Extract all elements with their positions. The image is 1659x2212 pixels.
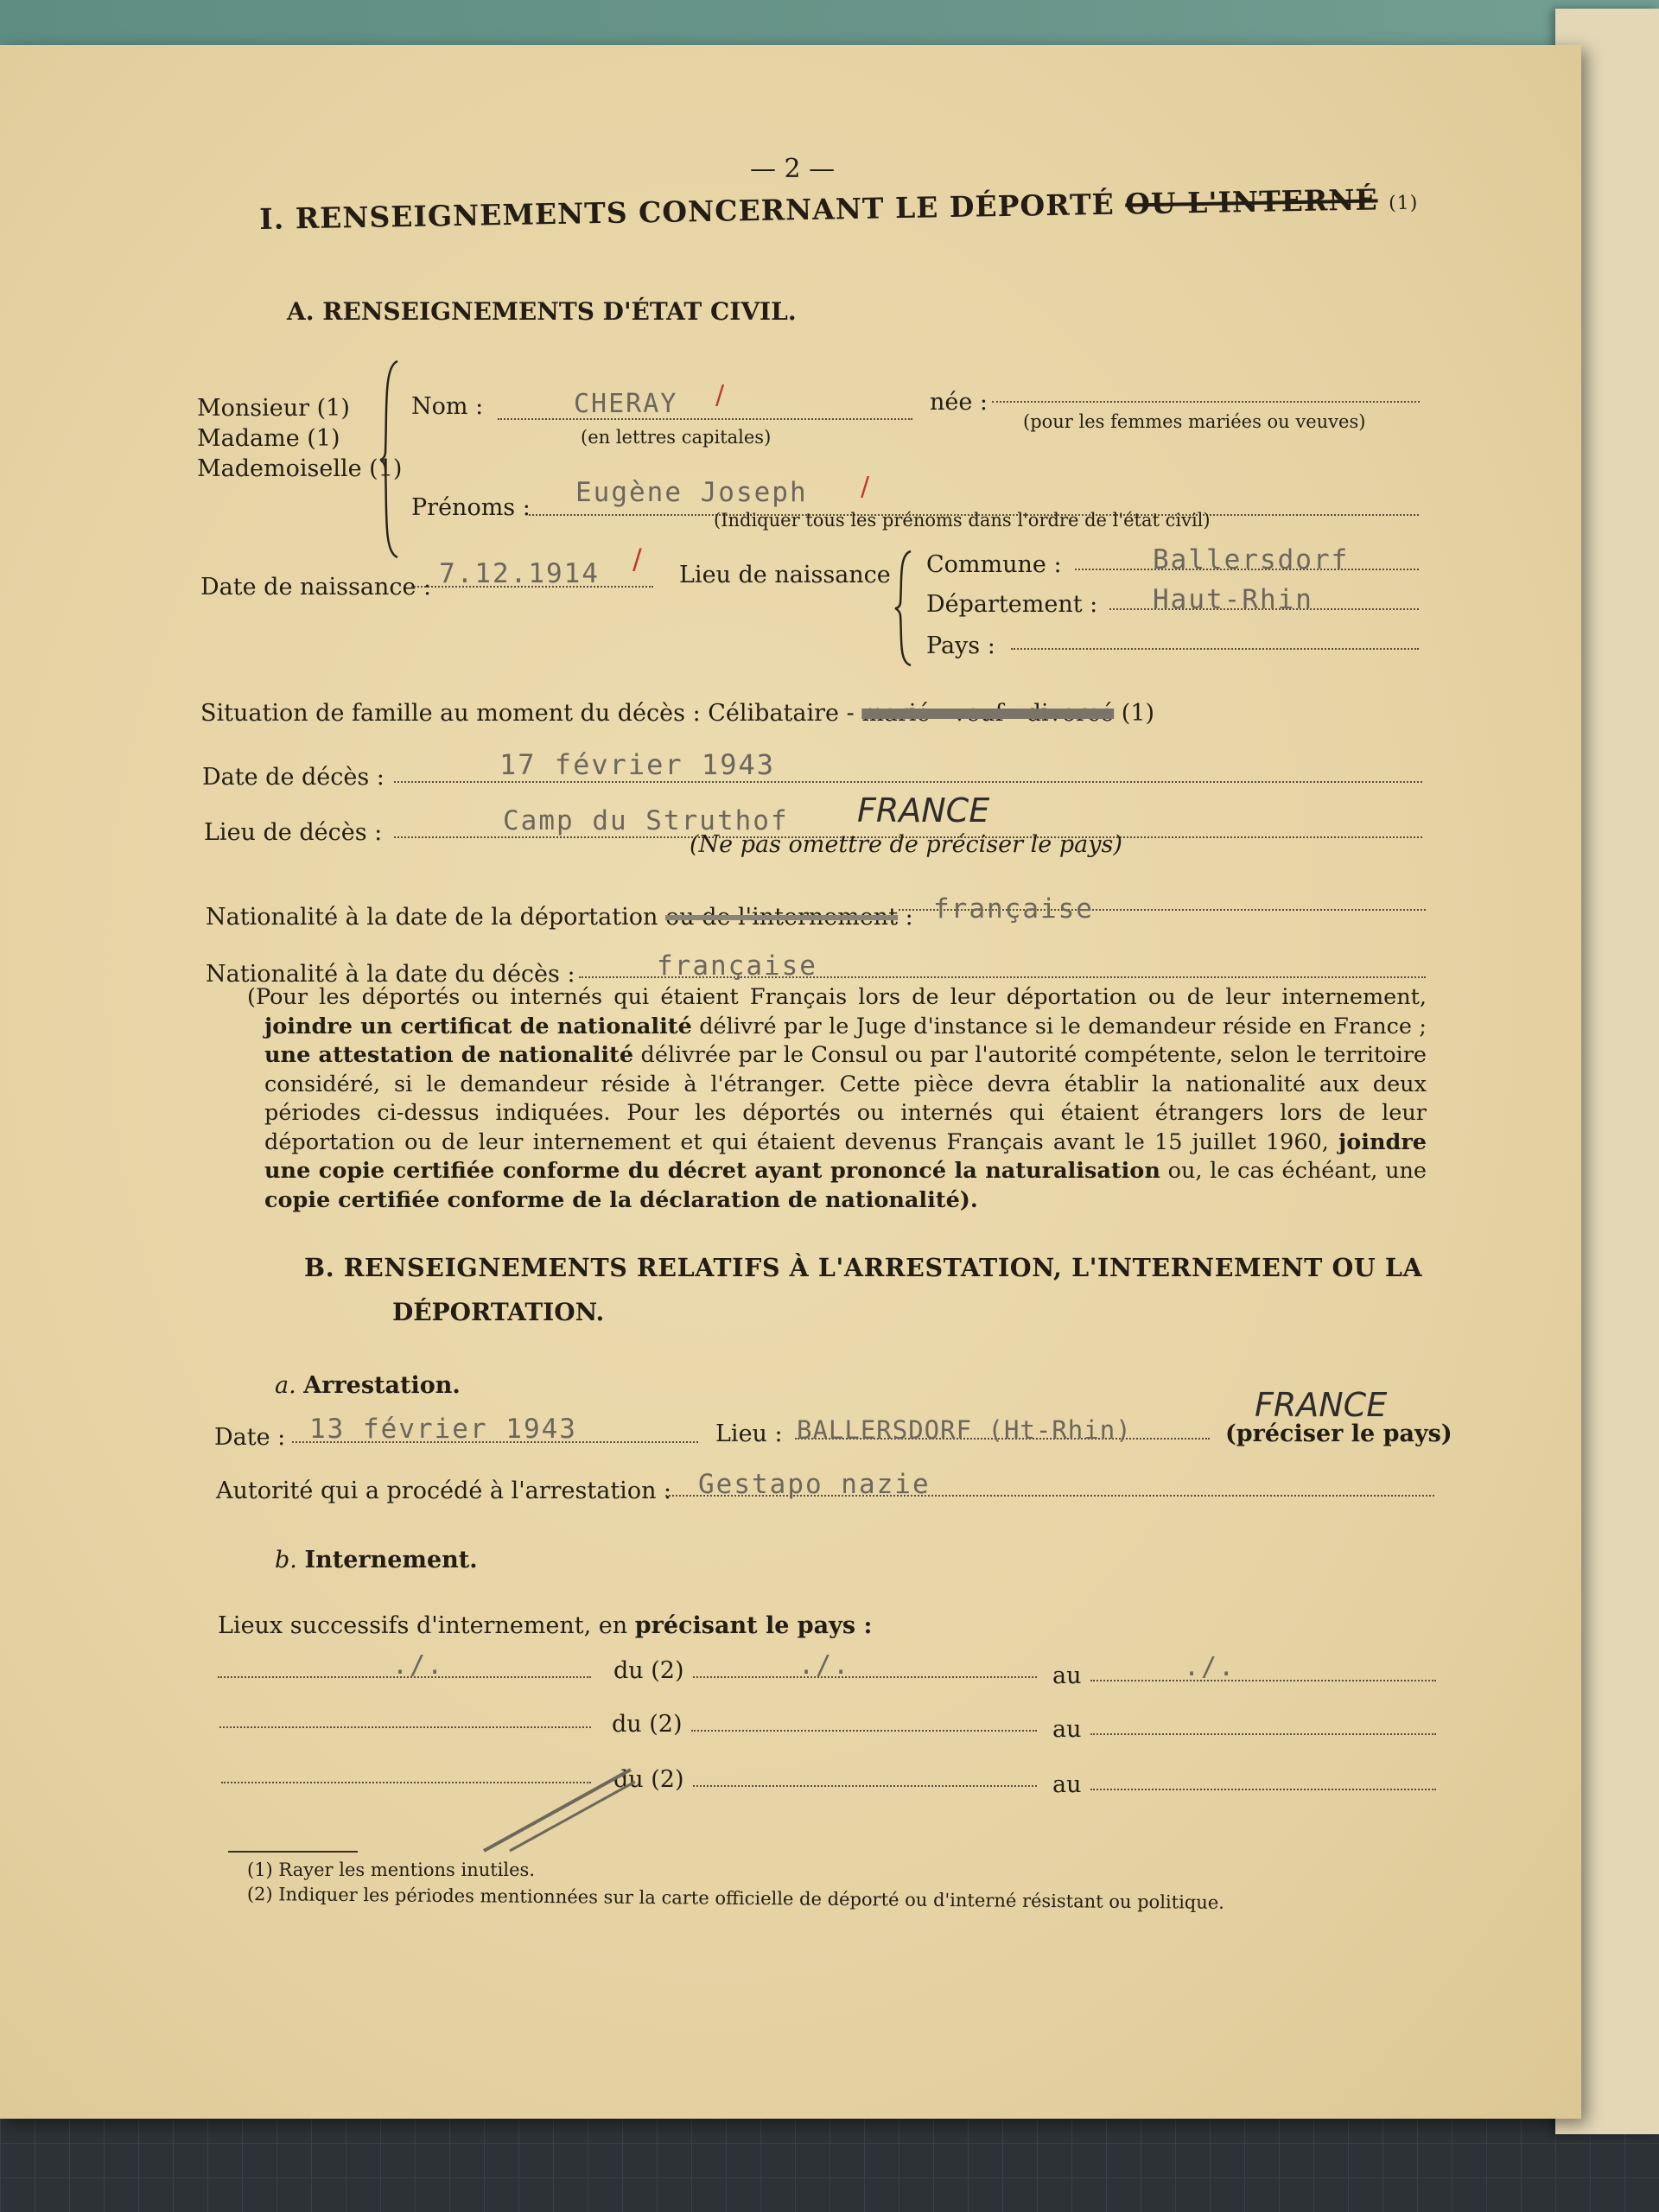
section-a-title: A. RENSEIGNEMENTS D'ÉTAT CIVIL. — [287, 297, 797, 326]
lieu-naissance-label: Lieu de naissance — [679, 562, 891, 588]
internement-row3-du: du (2) — [613, 1766, 684, 1793]
nom-line — [498, 418, 912, 420]
nom-label: Nom : — [411, 393, 484, 420]
internement-row2-au-line — [1090, 1733, 1436, 1735]
section-i-note: (1) — [1388, 192, 1419, 215]
para-text-4: ou, le cas échéant, une — [1167, 1158, 1427, 1184]
section-i-title — [259, 182, 1419, 236]
section-b-title-line2: DÉPORTATION. — [392, 1298, 605, 1326]
situation-row — [200, 700, 1154, 727]
nat-deportation-row — [206, 904, 913, 931]
internement-row3-du-line — [693, 1785, 1037, 1787]
crossed-out-mark — [475, 1764, 639, 1859]
arrestation-label: Arrestation. — [303, 1372, 461, 1399]
situation-label: Situation de famille au moment du décès : — [200, 700, 701, 727]
nom-value: CHERAY — [574, 389, 678, 419]
cutting-mat — [0, 2108, 1659, 2212]
departement-value: Haut-Rhin — [1153, 584, 1313, 615]
nom-tick: / — [715, 380, 725, 410]
lieux-label-text: Lieux successifs d'internement, en — [218, 1612, 628, 1639]
salutation-brace — [378, 358, 404, 561]
commune-value: Ballersdorf — [1153, 544, 1350, 575]
commune-label: Commune : — [926, 551, 1062, 578]
arrestation-letter: a. — [275, 1372, 296, 1399]
prenoms-tick: / — [861, 472, 870, 502]
lieu-deces-value: Camp du Struthof — [503, 805, 789, 836]
situation-note: (1) — [1121, 700, 1155, 727]
date-deces-value: 17 février 1943 — [499, 748, 775, 781]
internement-row2-place-line — [219, 1726, 591, 1728]
prenoms-value: Eugène Joseph — [575, 477, 808, 508]
date-naissance-label: Date de naissance : — [200, 574, 432, 601]
salutation-monsieur: Monsieur (1) — [197, 395, 350, 422]
arrest-date-label: Date : — [214, 1424, 286, 1451]
prenoms-hint: (Indiquer tous les prénoms dans l'ordre de l'état civil) — [714, 510, 1211, 531]
section-i-struck: OU L'INTERNÉ — [1124, 182, 1378, 221]
internement-row1-du: du (2) — [613, 1657, 684, 1684]
salutation-mademoiselle: Mademoiselle (1) — [197, 455, 403, 482]
date-naissance-value: 7.12.1914 — [439, 558, 600, 589]
footnote-1: (1) Rayer les mentions inutiles. — [247, 1859, 535, 1880]
nationality-instructions — [247, 983, 1427, 1215]
nat-deportation-colon: : — [905, 904, 913, 931]
nee-label: née : — [930, 389, 988, 416]
internement-row2-du-line — [691, 1730, 1037, 1732]
arrest-lieu-handwritten: FRANCE — [1255, 1386, 1388, 1424]
para-text-2: délivré par le Juge d'instance si le demandeur réside en France ; — [699, 1013, 1427, 1039]
lieu-naissance-brace — [892, 548, 918, 669]
document-page — [0, 45, 1581, 2119]
nee-hint: (pour les femmes mariées ou veuves) — [1023, 411, 1366, 432]
departement-label: Département : — [926, 591, 1098, 618]
arrest-lieu-label: Lieu : — [715, 1421, 783, 1447]
date-deces-line — [394, 781, 1422, 783]
pays-line — [1011, 648, 1419, 650]
nat-deportation-value: française — [933, 893, 1094, 925]
nee-line — [992, 401, 1420, 403]
lieux-label — [218, 1612, 872, 1639]
lieu-deces-handwritten: FRANCE — [857, 791, 990, 830]
page-number: — 2 — — [750, 154, 836, 184]
date-naissance-tick: / — [632, 543, 642, 575]
prenoms-label: Prénoms : — [411, 494, 531, 521]
arrest-lieu-hint: (préciser le pays) — [1225, 1421, 1452, 1447]
section-i-title-text: I. RENSEIGNEMENTS CONCERNANT LE DÉPORTÉ — [259, 187, 1116, 236]
situation-struck: marié - veuf - divorcé — [861, 700, 1115, 727]
internement-row1-au-line — [1090, 1680, 1436, 1681]
autorite-value: Gestapo nazie — [698, 1469, 931, 1500]
internement-row2-au: au — [1052, 1716, 1082, 1743]
internement-row1-du-mark: ./. — [798, 1650, 851, 1681]
internement-row1-au-mark: ./. — [1184, 1652, 1236, 1682]
pays-label: Pays : — [926, 632, 995, 659]
para-bold-4: copie certifiée conforme de la déclaration de nationalité). — [264, 1186, 978, 1213]
nom-hint: (en lettres capitales) — [581, 427, 772, 448]
para-bold-3: joindre une copie certifiée conforme du décret ayant prononcé la naturalisation — [264, 1128, 1427, 1184]
internement-title — [275, 1547, 478, 1573]
internement-row1-au: au — [1052, 1662, 1082, 1689]
internement-row3-au-line — [1090, 1789, 1436, 1790]
arrest-date-value: 13 février 1943 — [309, 1414, 577, 1445]
lieu-deces-hint: (Ne pas omettre de préciser le pays) — [690, 831, 1122, 858]
para-bold-1: joindre un certificat de nationalité — [264, 1013, 692, 1039]
situation-celibataire: Célibataire - — [708, 700, 855, 727]
footnote-2: (2) Indiquer les périodes mentionnées sur la carte officielle de déporté ou d'interné résistant ou politique. — [246, 1884, 1225, 1913]
salutation-madame: Madame (1) — [197, 425, 340, 452]
internement-row2-du: du (2) — [612, 1711, 683, 1738]
nat-deces-value: française — [657, 950, 817, 982]
arrest-lieu-value: BALLERSDORF (Ht-Rhin) — [797, 1415, 1132, 1445]
internement-letter: b. — [275, 1547, 297, 1573]
internement-row1-du-line — [693, 1676, 1037, 1678]
date-deces-label: Date de décès : — [202, 764, 385, 791]
footnote-rule — [228, 1851, 358, 1853]
autorite-label: Autorité qui a procédé à l'arrestation : — [216, 1478, 672, 1504]
para-bold-2: une attestation de nationalité — [264, 1042, 634, 1068]
lieu-deces-label: Lieu de décès : — [204, 819, 383, 846]
nat-deces-label: Nationalité à la date du décès : — [206, 961, 575, 988]
internement-row1-place-mark: ./. — [392, 1650, 445, 1681]
arrestation-title — [275, 1372, 461, 1399]
para-text-1: (Pour les déportés ou internés qui étaient Français lors de leur déportation ou de leur internement, — [247, 984, 1427, 1010]
section-b-title-line1: B. RENSEIGNEMENTS RELATIFS À L'ARRESTATION, L'INTERNEMENT OU LA — [304, 1253, 1423, 1282]
internement-row3-au: au — [1052, 1771, 1082, 1798]
para-text-3: délivrée par le Consul ou par l'autorité compétente, selon le territoire considéré, si le demandeur réside à l'étranger. Cette pièce devra établir la nationalité aux deux périodes ci-dessus indiquées. Pour les déportés ou internés qui étaient étrangers lors de leur déportation ou de leur internement et qui étaient devenus Français avant le 15 juillet 1960, — [264, 1042, 1427, 1155]
internement-label: Internement. — [304, 1547, 478, 1573]
lieux-label-bold: précisant le pays : — [634, 1612, 873, 1639]
nat-deportation-struck: ou de l'internement — [664, 904, 899, 931]
nat-deportation-label: Nationalité à la date de la déportation — [206, 904, 658, 931]
